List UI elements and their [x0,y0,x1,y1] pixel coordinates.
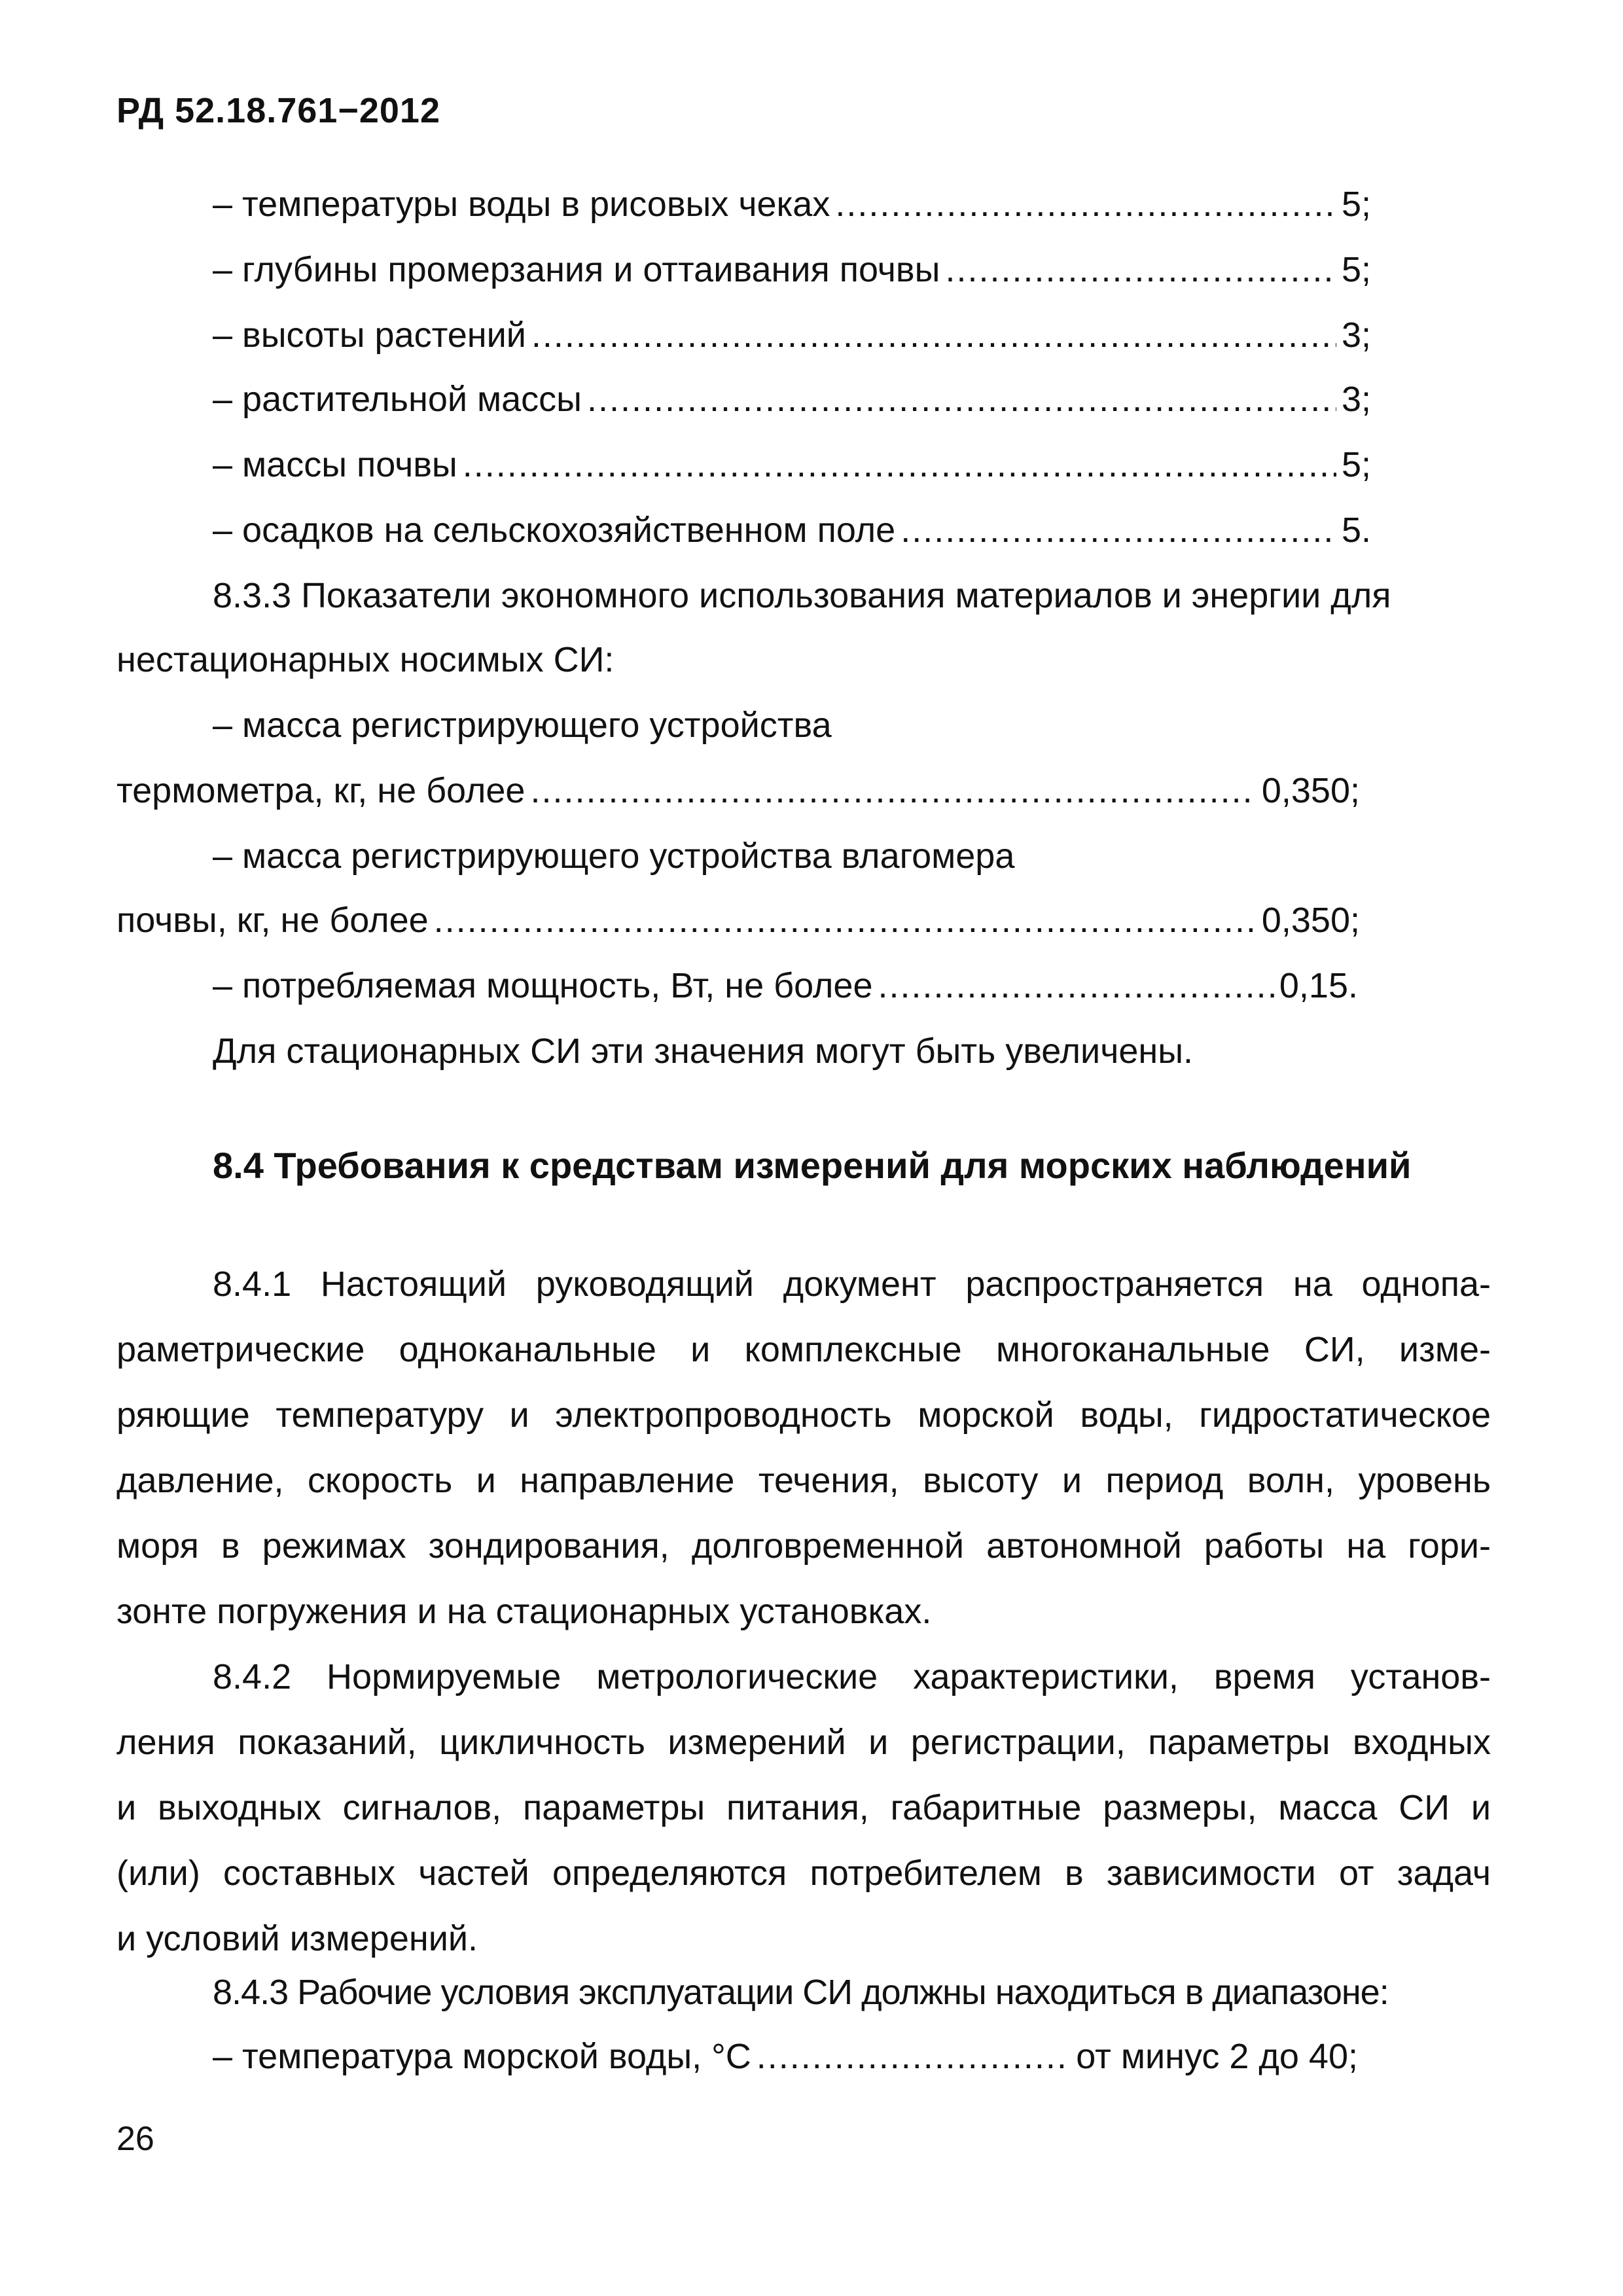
paragraph-line: 8.4.2 Нормируемые метрологические характеристики, время установ- [213,1657,1491,1696]
document-code: РД 52.18.761−2012 [116,91,440,130]
paragraph-line: 8.4.1 Настоящий руководящий документ распространяется на однопа- [213,1265,1491,1304]
paragraph-843-line1: 8.4.3 Рабочие условия эксплуатации СИ должны находиться в диапазоне: [213,1973,1389,2012]
list-item [213,965,1358,1007]
paragraph-833-item1-line1: – масса регистрирующего устройства [213,706,832,745]
paragraph-line: и выходных сигналов, параметры питания, габаритные размеры, масса СИ и [116,1788,1491,1827]
list-item-value: 3; [1341,315,1371,355]
list-item [213,2036,1358,2077]
paragraph-line: раметрические одноканальные и комплексные многоканальные СИ, изме- [116,1330,1491,1369]
list-item-value: 5; [1341,185,1371,224]
paragraph-833-note: Для стационарных СИ эти значения могут быть увеличены. [213,1031,1194,1071]
list-item [116,770,1360,812]
list-item-value: 0,350; [1261,771,1360,810]
paragraph-line: и условий измерений. [116,1919,478,1958]
paragraph-line: ления показаний, цикличность измерений и регистрации, параметры входных [116,1723,1491,1762]
list-item [213,444,1371,486]
list-item [116,899,1360,941]
list-item-value: 0,350; [1261,901,1360,940]
dot-leader [878,965,1274,1007]
list-item [213,183,1371,225]
list-item [213,249,1371,291]
paragraph-line: ряющие температуру и электропроводность морской воды, гидростатическое [116,1395,1491,1435]
dot-leader [530,770,1256,812]
list-item-value: от минус 2 до 40; [1076,2037,1358,2076]
paragraph-833-line1: 8.3.3 Показатели экономного использования материалов и энергии для [213,576,1391,615]
dot-leader [945,249,1336,291]
list-item-label: – растительной массы [213,380,582,419]
dot-leader [757,2036,1071,2077]
paragraph-line: зонте погружения и на стационарных установках. [116,1592,932,1631]
section-heading: 8.4 Требования к средствам измерений для морских наблюдений [213,1145,1412,1186]
list-item-label: – потребляемая мощность, Вт, не более [213,966,873,1005]
paragraph-842 [116,1644,1491,1971]
list-item-label: почвы, кг, не более [116,901,429,940]
page-number: 26 [116,2120,154,2158]
list-item-label: термометра, кг, не более [116,771,526,810]
paragraph-line: (или) составных частей определяются потребителем в зависимости от задач [116,1854,1491,1893]
dot-leader [901,509,1336,551]
list-item-value: 3; [1341,380,1371,419]
paragraph-line: моря в режимах зондирования, долговременной автономной работы на гори- [116,1526,1491,1566]
list-item [213,314,1371,356]
list-item-label: – массы почвы [213,445,457,484]
list-item-label: – осадков на сельскохозяйственном поле [213,511,896,550]
list-item-value: 5. [1341,511,1371,550]
list-item-value: 0,15. [1279,966,1358,1005]
list-item-value: 5; [1341,445,1371,484]
paragraph-line: давление, скорость и направление течения, высоту и период волн, уровень [116,1461,1491,1500]
list-item-label: – температура морской воды, °С [213,2037,751,2076]
list-item [213,509,1371,551]
dot-leader [434,899,1257,941]
dot-leader [463,444,1336,486]
paragraph-841 [116,1251,1491,1644]
list-item-label: – высоты растений [213,315,526,355]
paragraph-833-line2: нестационарных носимых СИ: [116,640,615,679]
dot-leader [835,183,1336,225]
list-item-value: 5; [1341,250,1371,289]
list-item-label: – температуры воды в рисовых чеках [213,185,830,224]
list-item [213,378,1371,420]
dot-leader [587,378,1336,420]
paragraph-833-item2-line1: – масса регистрирующего устройства влагомера [213,836,1015,876]
list-item-label: – глубины промерзания и оттаивания почвы [213,250,940,289]
dot-leader [531,314,1336,356]
